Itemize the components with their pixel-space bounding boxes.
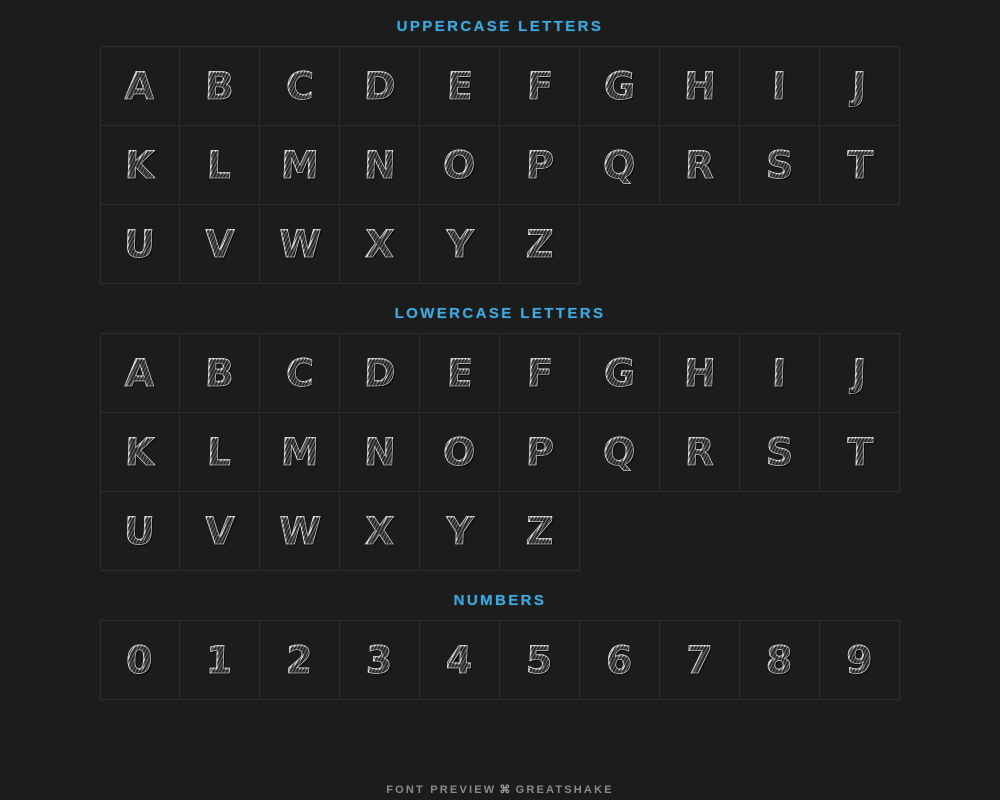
- glyph-cell: [501, 492, 580, 571]
- glyph-cell: [741, 621, 820, 700]
- glyph-cell: [181, 205, 260, 284]
- glyph: L: [206, 430, 234, 474]
- glyph-cell: [101, 621, 180, 700]
- glyph-cell: [181, 126, 260, 205]
- section-title-numbers: NUMBERS: [453, 592, 547, 609]
- glyph-cell: [341, 413, 420, 492]
- glyph-cell: [501, 413, 580, 492]
- glyph-cell: [741, 334, 820, 413]
- glyph-cell: [581, 126, 660, 205]
- glyph: P: [524, 430, 556, 474]
- glyph-cell: [661, 413, 740, 492]
- glyph-cell: [341, 126, 420, 205]
- glyph-cell: [661, 334, 740, 413]
- glyph: V: [204, 509, 236, 553]
- section-lowercase: [100, 305, 900, 571]
- glyph-cell: [501, 334, 580, 413]
- glyph: G: [603, 64, 637, 108]
- glyph: U: [123, 509, 157, 553]
- glyph: Q: [602, 430, 638, 474]
- glyph-cell: [501, 205, 580, 284]
- glyph: F: [525, 351, 555, 395]
- glyph-cell: [101, 334, 180, 413]
- glyph: C: [284, 64, 316, 108]
- glyph: 8: [765, 638, 795, 682]
- font-preview-page: [0, 18, 1000, 800]
- glyph: W: [277, 509, 323, 553]
- glyph: J: [851, 351, 869, 395]
- glyph-cell: [341, 205, 420, 284]
- section-title-uppercase: UPPERCASE LETTERS: [396, 18, 604, 35]
- glyph-cell-empty: [581, 492, 660, 571]
- glyph: V: [204, 222, 236, 266]
- glyph: 2: [285, 638, 315, 682]
- glyph-cell: [501, 126, 580, 205]
- glyph-cell: [821, 621, 900, 700]
- glyph: T: [845, 430, 875, 474]
- glyph-cell: [181, 47, 260, 126]
- glyph-grid-uppercase: [100, 46, 901, 284]
- glyph-cell: [821, 334, 900, 413]
- glyph-cell: [181, 334, 260, 413]
- glyph: G: [603, 351, 637, 395]
- glyph-cell: [261, 47, 340, 126]
- glyph: K: [123, 430, 156, 474]
- glyph-cell: [341, 621, 420, 700]
- glyph: H: [682, 64, 718, 108]
- glyph-cell: [661, 621, 740, 700]
- glyph: N: [362, 430, 398, 474]
- glyph-cell-empty: [741, 492, 820, 571]
- footer: [0, 783, 1000, 796]
- glyph: A: [124, 351, 156, 395]
- glyph: 5: [525, 638, 555, 682]
- glyph-cell: [741, 47, 820, 126]
- glyph-cell: [101, 47, 180, 126]
- glyph-cell: [261, 205, 340, 284]
- glyph-cell-empty: [661, 205, 740, 284]
- glyph-grid-lowercase: [100, 333, 901, 571]
- glyph-cell: [261, 492, 340, 571]
- glyph: L: [206, 143, 234, 187]
- glyph-cell: [421, 413, 500, 492]
- glyph: Z: [524, 222, 556, 266]
- glyph: 1: [205, 638, 235, 682]
- glyph-cell: [341, 492, 420, 571]
- glyph-cell: [501, 621, 580, 700]
- glyph: I: [771, 351, 789, 395]
- glyph-cell: [661, 47, 740, 126]
- glyph: Y: [444, 222, 476, 266]
- glyph: 6: [605, 638, 635, 682]
- glyph-cell: [261, 126, 340, 205]
- glyph: P: [524, 143, 556, 187]
- glyph-cell: [821, 126, 900, 205]
- glyph: M: [279, 143, 321, 187]
- glyph-cell-empty: [581, 205, 660, 284]
- glyph: J: [851, 64, 869, 108]
- glyph: O: [442, 430, 478, 474]
- glyph: Q: [602, 143, 638, 187]
- glyph: 0: [125, 638, 155, 682]
- glyph-cell: [181, 621, 260, 700]
- glyph: I: [771, 64, 789, 108]
- glyph: B: [204, 64, 236, 108]
- glyph-cell: [741, 413, 820, 492]
- glyph-cell-empty: [821, 205, 900, 284]
- glyph-cell: [101, 492, 180, 571]
- glyph-grid-numbers: [100, 620, 901, 700]
- glyph: E: [445, 64, 475, 108]
- glyph-cell: [581, 413, 660, 492]
- glyph: 9: [845, 638, 875, 682]
- glyph-cell: [581, 47, 660, 126]
- glyph: 7: [685, 638, 715, 682]
- section-uppercase: [100, 18, 900, 284]
- glyph: 4: [445, 638, 475, 682]
- glyph-cell: [741, 126, 820, 205]
- glyph: T: [845, 143, 875, 187]
- glyph-cell: [101, 126, 180, 205]
- glyph-cell: [421, 47, 500, 126]
- footer-text-right: GREATSHAKE: [515, 784, 614, 796]
- section-title-lowercase: LOWERCASE LETTERS: [394, 305, 606, 322]
- glyph: Z: [524, 509, 556, 553]
- glyph-cell: [421, 492, 500, 571]
- glyph-cell-empty: [661, 492, 740, 571]
- glyph-cell: [261, 621, 340, 700]
- glyph-cell: [181, 413, 260, 492]
- glyph: 3: [365, 638, 395, 682]
- glyph-cell: [261, 413, 340, 492]
- glyph: O: [442, 143, 478, 187]
- glyph-cell: [421, 334, 500, 413]
- glyph: K: [123, 143, 156, 187]
- glyph: F: [525, 64, 555, 108]
- glyph-cell: [341, 47, 420, 126]
- glyph-cell: [261, 334, 340, 413]
- glyph-cell: [501, 47, 580, 126]
- glyph-cell: [581, 621, 660, 700]
- glyph-cell: [421, 621, 500, 700]
- glyph: W: [277, 222, 323, 266]
- glyph: U: [123, 222, 157, 266]
- glyph: X: [364, 509, 396, 553]
- glyph: A: [124, 64, 156, 108]
- glyph-cell: [581, 334, 660, 413]
- glyph: R: [684, 143, 716, 187]
- glyph-cell: [181, 492, 260, 571]
- glyph: S: [765, 143, 795, 187]
- glyph: E: [445, 351, 475, 395]
- glyph-cell: [821, 413, 900, 492]
- glyph: H: [682, 351, 718, 395]
- glyph: S: [765, 430, 795, 474]
- glyph-cell: [821, 47, 900, 126]
- glyph: R: [684, 430, 716, 474]
- glyph: Y: [444, 509, 476, 553]
- glyph: C: [284, 351, 316, 395]
- glyph-cell: [341, 334, 420, 413]
- glyph-cell: [421, 126, 500, 205]
- glyph: B: [204, 351, 236, 395]
- glyph: N: [362, 143, 398, 187]
- glyph: D: [362, 351, 398, 395]
- footer-text-left: FONT PREVIEW: [386, 784, 497, 796]
- glyph-cell: [421, 205, 500, 284]
- glyph-cell-empty: [741, 205, 820, 284]
- glyph: D: [362, 64, 398, 108]
- glyph-cell: [661, 126, 740, 205]
- section-numbers: [100, 592, 900, 700]
- glyph: X: [364, 222, 396, 266]
- glyph: M: [279, 430, 321, 474]
- glyph-cell: [101, 205, 180, 284]
- glyph-cell-empty: [821, 492, 900, 571]
- glyph-cell: [101, 413, 180, 492]
- brand-mark-icon: ⌘: [499, 784, 513, 796]
